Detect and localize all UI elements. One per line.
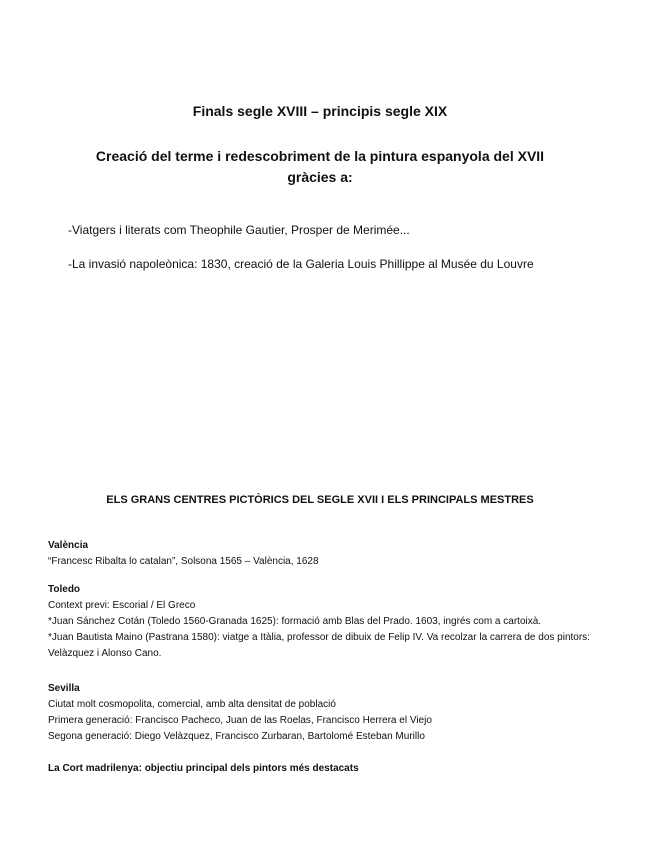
valencia-section <box>48 538 608 570</box>
page-subtitle <box>60 146 580 188</box>
cort-section <box>48 761 608 777</box>
cort-heading: La Cort madrilenya: objectiu principal dels pintors més destacats <box>48 763 359 774</box>
sevilla-line: Ciutat molt cosmopolita, comercial, amb alta densitat de població <box>48 699 336 710</box>
sevilla-line: Segona generació: Diego Velàzquez, Francisco Zurbaran, Bartolomé Esteban Murillo <box>48 731 425 742</box>
toledo-heading: Toledo <box>48 584 81 595</box>
sevilla-line: Primera generació: Francisco Pacheco, Juan de las Roelas, Francisco Herrera el Viejo <box>48 715 432 726</box>
page-title: Finals segle XVIII – principis segle XIX <box>192 103 448 119</box>
bullet-travellers: -Viatgers i literats com Theophile Gautier, Prosper de Merimée... <box>68 223 410 237</box>
sevilla-heading: Sevilla <box>48 683 80 694</box>
toledo-line: *Juan Bautista Maino (Pastrana 1580): viatge a Itàlia, professor de dibuix de Felip IV. Va recolzar la carrera de dos pintors: Velàzquez i Alonso Cano. <box>48 632 590 659</box>
bullet-napoleonic-invasion: -La invasió napoleònica: 1830, creació de la Galeria Louis Phillippe al Musée du Louvre <box>68 257 534 271</box>
subtitle-line-1: Creació del terme i redescobriment de la pintura espanyola del XVII <box>95 148 545 164</box>
valencia-line: “Francesc Ribalta lo catalan”, Solsona 1565 – València, 1628 <box>48 556 319 567</box>
sevilla-section <box>48 681 608 745</box>
valencia-heading: València <box>48 540 89 551</box>
toledo-line: *Juan Sánchez Cotán (Toledo 1560-Granada 1625): formació amb Blas del Prado. 1603, ingrés com a cartoixà. <box>48 616 542 627</box>
subtitle-line-2: gràcies a: <box>287 169 353 185</box>
toledo-line: Context previ: Escorial / El Greco <box>48 600 196 611</box>
toledo-section <box>48 582 608 662</box>
section-title: ELS GRANS CENTRES PICTÒRICS DEL SEGLE XVII I ELS PRINCIPALS MESTRES <box>106 494 534 506</box>
